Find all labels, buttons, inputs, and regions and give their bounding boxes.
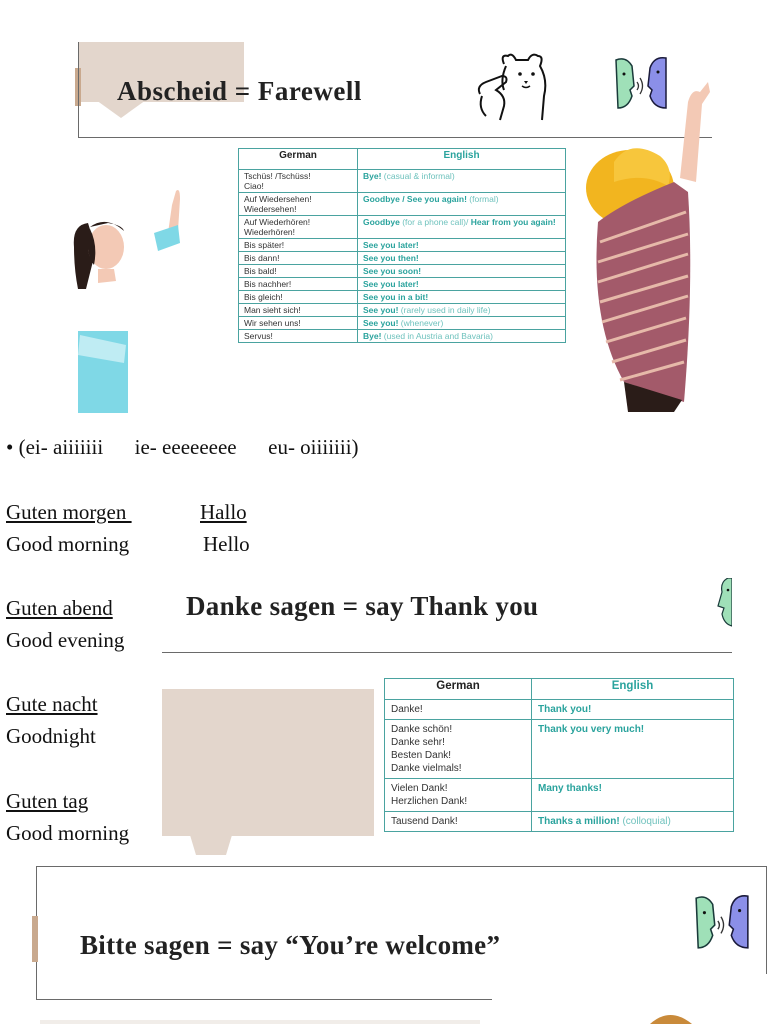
column-header-german: German bbox=[239, 149, 358, 170]
english-phrase: Bye! bbox=[363, 171, 382, 181]
german-cell: Auf Wiederhören! Wiederhören! bbox=[239, 216, 358, 239]
welcome-frame-right bbox=[766, 866, 767, 974]
greeting-english-good-morning-2: Good morning bbox=[6, 821, 130, 845]
table-row bbox=[239, 278, 566, 291]
english-phrase: See you in a bit! bbox=[363, 292, 429, 302]
english-phrase: See you later! bbox=[363, 240, 419, 250]
greeting-english-good-morning: Good morning bbox=[6, 532, 130, 556]
table-row bbox=[239, 265, 566, 278]
german-cell: Bis dann! bbox=[239, 252, 358, 265]
person-head-partial-icon bbox=[648, 1012, 694, 1024]
greeting-german-guten-tag: Guten tag bbox=[6, 789, 89, 813]
column-header-german: German bbox=[385, 679, 532, 700]
english-cell bbox=[358, 239, 566, 252]
english-phrase: Thank you very much! bbox=[538, 724, 645, 735]
thanks-panel-pointer-shape bbox=[190, 835, 232, 855]
bear-saluting-icon bbox=[470, 50, 556, 122]
thanks-title: Danke sagen = say Thank you bbox=[186, 591, 539, 621]
english-cell bbox=[358, 216, 566, 239]
english-phrase: Many thanks! bbox=[538, 783, 602, 794]
table-header-row bbox=[239, 149, 566, 170]
welcome-frame-bottom bbox=[36, 999, 492, 1000]
table-row bbox=[239, 330, 566, 343]
table-row bbox=[239, 193, 566, 216]
woman-with-hat-illustration bbox=[584, 82, 714, 412]
column-header-english: English bbox=[358, 149, 566, 170]
english-cell bbox=[358, 278, 566, 291]
english-phrase: See you later! bbox=[363, 279, 419, 289]
english-note: (rarely used in daily life) bbox=[398, 305, 491, 315]
german-cell: Bis gleich! bbox=[239, 291, 358, 304]
table-row bbox=[239, 317, 566, 330]
english-phrase-secondary: Hear from you again! bbox=[470, 217, 556, 227]
table-row bbox=[239, 216, 566, 239]
german-cell: Tausend Dank! bbox=[385, 812, 532, 832]
table-row bbox=[385, 812, 734, 832]
german-cell: Danke! bbox=[385, 700, 532, 720]
english-phrase: Goodbye bbox=[363, 217, 400, 227]
thanks-title-rule bbox=[162, 652, 732, 653]
german-cell: Vielen Dank! Herzlichen Dank! bbox=[385, 779, 532, 812]
talking-faces-icon-bottom bbox=[692, 893, 752, 953]
welcome-frame-top bbox=[36, 866, 766, 867]
english-phrase: Bye! bbox=[363, 331, 382, 341]
english-cell bbox=[358, 265, 566, 278]
english-phrase: See you then! bbox=[363, 253, 419, 263]
english-cell bbox=[532, 720, 734, 779]
german-cell: Servus! bbox=[239, 330, 358, 343]
english-cell bbox=[358, 304, 566, 317]
german-cell: Bis bald! bbox=[239, 265, 358, 278]
table-row bbox=[239, 304, 566, 317]
bottom-faint-strip bbox=[40, 1020, 480, 1024]
german-cell: Man sieht sich! bbox=[239, 304, 358, 317]
thanks-table bbox=[384, 678, 734, 832]
english-note: (for a phone call)/ bbox=[399, 217, 471, 227]
waving-woman-illustration bbox=[68, 185, 188, 413]
pronunciation-note: • (ei- aiiiiiii ie- eeeeeeee eu- oiiiiiii) bbox=[6, 435, 359, 459]
english-cell bbox=[358, 193, 566, 216]
greeting-german-gute-nacht: Gute nacht bbox=[6, 692, 98, 716]
english-phrase: Thank you! bbox=[538, 704, 592, 715]
column-header-english: English bbox=[532, 679, 734, 700]
farewell-title: Abscheid = Farewell bbox=[117, 76, 362, 106]
table-row bbox=[239, 239, 566, 252]
english-cell bbox=[532, 812, 734, 832]
english-note: (formal) bbox=[466, 194, 499, 204]
english-note: (colloquial) bbox=[619, 816, 671, 827]
english-cell bbox=[532, 700, 734, 720]
table-row bbox=[239, 252, 566, 265]
english-cell bbox=[532, 779, 734, 812]
table-header-row bbox=[385, 679, 734, 700]
german-cell: Tschüs! /Tschüss! Ciao! bbox=[239, 170, 358, 193]
german-cell: Auf Wiedersehen! Wiedersehen! bbox=[239, 193, 358, 216]
english-note: (casual & informal) bbox=[381, 171, 455, 181]
german-cell: Wir sehen uns! bbox=[239, 317, 358, 330]
english-phrase: Thanks a million! bbox=[538, 816, 620, 827]
greeting-german-guten-abend: Guten abend bbox=[6, 596, 113, 620]
table-row bbox=[385, 700, 734, 720]
table-row bbox=[239, 291, 566, 304]
english-cell bbox=[358, 170, 566, 193]
welcome-title: Bitte sagen = say “You’re welcome” bbox=[80, 930, 501, 960]
greeting-english-good-evening: Good evening bbox=[6, 628, 125, 652]
english-phrase: Goodbye / See you again! bbox=[363, 194, 467, 204]
greeting-english-hello: Hello bbox=[203, 532, 250, 556]
table-row bbox=[239, 170, 566, 193]
talking-face-partial-icon bbox=[716, 578, 732, 628]
english-note: (used in Austria and Bavaria) bbox=[381, 331, 493, 341]
thanks-tan-panel bbox=[162, 689, 374, 836]
english-phrase: See you soon! bbox=[363, 266, 422, 276]
english-phrase: See you! bbox=[363, 318, 399, 328]
greeting-german-guten-morgen: Guten morgen bbox=[6, 500, 132, 524]
greeting-german-hallo: Hallo bbox=[200, 500, 247, 524]
english-cell bbox=[358, 317, 566, 330]
title-frame-left bbox=[78, 42, 79, 138]
german-cell: Danke schön! Danke sehr! Besten Dank! Danke vielmals! bbox=[385, 720, 532, 779]
welcome-accent-bar bbox=[32, 916, 38, 962]
english-cell bbox=[358, 252, 566, 265]
english-cell bbox=[358, 330, 566, 343]
english-cell bbox=[358, 291, 566, 304]
german-cell: Bis nachher! bbox=[239, 278, 358, 291]
table-row bbox=[385, 779, 734, 812]
english-phrase: See you! bbox=[363, 305, 399, 315]
english-note: (whenever) bbox=[398, 318, 444, 328]
german-cell: Bis später! bbox=[239, 239, 358, 252]
farewell-table bbox=[238, 148, 566, 343]
table-row bbox=[385, 720, 734, 779]
greeting-english-goodnight: Goodnight bbox=[6, 724, 96, 748]
